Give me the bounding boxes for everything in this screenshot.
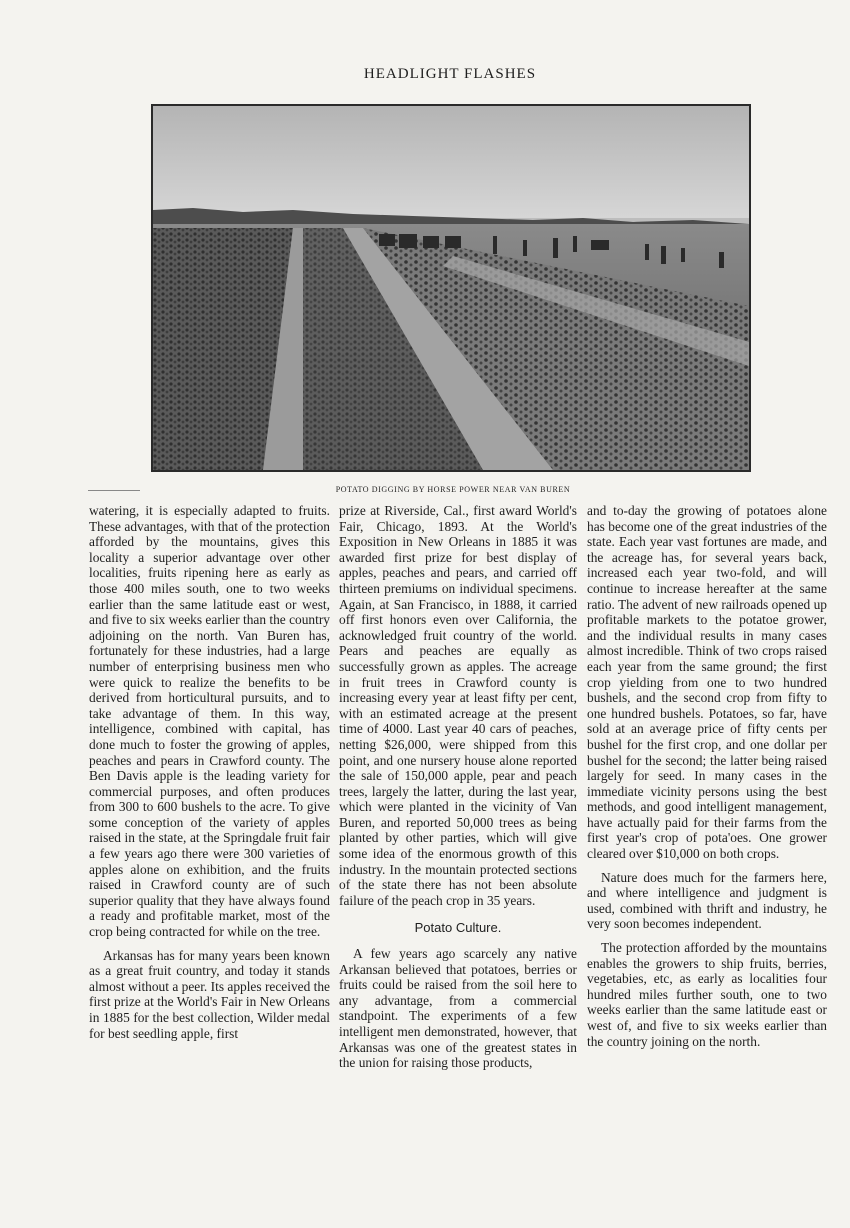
paragraph: watering, it is especially adapted to fruits. These advantages, with that of the protection afforded by the mountains, gives this locality a superior advantage over other localities, fruits ripening here as early as those 400 miles south, one to two weeks earlier than the same latitude east or west, and five to six weeks earlier than the country adjoining on the north. Van Buren has, fortunately for these industries, had a large number of enterprising business men who were quick to realize the benefits to be derived from horticultural pursuits, and to take advantage of them. In this way, intelligence, combined with capital, has done much to foster the growing of apples, peaches and pears in Crawford county. The Ben Davis apple is the leading variety for commercial purposes, and often produces from 300 to 600 bushels to the acre. To give some conception of the variety of apples raised in the state, at the Springdale fruit fair a few years ago there were 300 varieties of apples alone on exhibition, and the fruits raised in Crawford county are of such superior quality that they have always found a ready and profitable market, most of the crop being contracted for while on the tree. — [89, 503, 330, 940]
text-column-2 — [339, 503, 577, 1071]
paragraph: and to-day the growing of potatoes alone has become one of the great industries of the state. Each year vast fortunes are made, and the acreage has, for several years back, increased each year two-fold, and will continue to increase hereafter at the same ratio. The advent of new railroads opened up profitable markets to the potatoe grower, and the individual results in many cases almost incredible. Think of two crops raised each year from the same ground; the first crop yielding from one to two hundred bushels, and the second crop from fifty to one hundred bushels. Potatoes, so far, have sold at an average price of fifty cents per bushel for the first crop, and one dollar per bushel for the second; the latter being raised largely for seed. In many cases in the immediate vicinity persons using the best methods, and good intelligent management, have actually paid for their farms from the first year's crop of pota'oes. One grower cleared over $10,000 on both crops. — [587, 503, 827, 862]
text-column-3 — [587, 503, 827, 1049]
paragraph: A few years ago scarcely any native Arkansan believed that potatoes, berries or fruits could be raised from the soil here to any advantage, from a commercial standpoint. The experiments of a few intelligent men demonstrated, however, that Arkansas was one of the greatest states in the union for raising those products, — [339, 946, 577, 1071]
photograph-potato-digging — [151, 104, 751, 472]
text-column-1 — [89, 503, 330, 1041]
photo-caption: POTATO DIGGING BY HORSE POWER NEAR VAN BUREN — [335, 485, 571, 494]
paragraph: prize at Riverside, Cal., first award World's Fair, Chicago, 1893. At the World's Exposition in New Orleans in 1885 it was awarded first prize for best display of apples, peaches and pears, and carried off thirteen premiums on individual specimens. Again, at San Francisco, in 1888, it carried off first honors even over California, the acknowledged fruit country of the world. Pears and peaches are equally as successfully grown as apples. The acreage in fruit trees in Crawford county is increasing every year at least fifty per cent, with an estimated acreage at the present time of 4000. Last year 40 cars of peaches, netting $26,000, were shipped from this point, and one nursery house alone reported the sale of 150,000 apple, pear and peach trees, largely the latter, during the last year, which were planted in the vicinity of Van Buren, and reported 50,000 trees as being planted by other parties, which will give some idea of the enormous growth of this industry. In the mountain protected sections of the state there has not been absolute failure of the peach crop in 35 years. — [339, 503, 577, 908]
photo-image — [153, 106, 749, 470]
running-title: HEADLIGHT FLASHES — [363, 66, 537, 82]
paragraph: Arkansas has for many years been known as a great fruit country, and today it stands almost without a peer. Its apples received the first prize at the World's Fair in New Orleans in 1885 for the best collection, Wilder medal for best seedling apple, first — [89, 947, 330, 1041]
section-heading: Potato Culture. — [414, 920, 502, 936]
paragraph: The protection afforded by the mountains enables the growers to ship fruits, berries, vegetabies, etc, as early as localities four hundred miles further south, one to two weeks earlier than the same latitude east or west of, and five to six weeks earlier than the country joining on the north. — [587, 940, 827, 1049]
paragraph: Nature does much for the farmers here, and where intelligence and judgment is used, combined with thrift and industry, he very soon becomes independent. — [587, 869, 827, 932]
